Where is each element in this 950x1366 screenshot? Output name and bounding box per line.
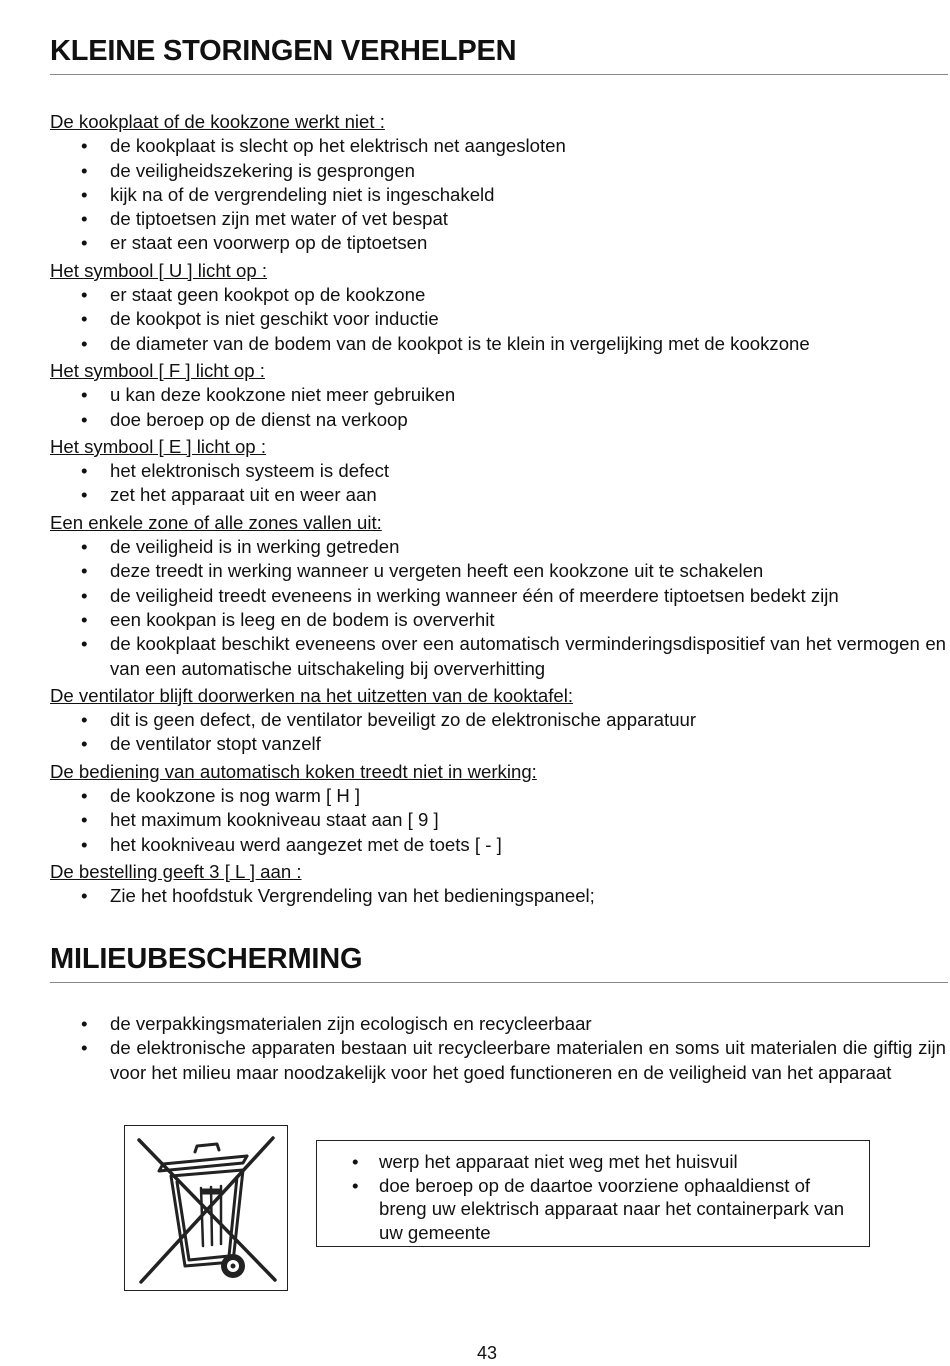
- subheading: Het symbool [ E ] licht op :: [50, 435, 266, 457]
- list-item: • de ventilator stopt vanzelf: [50, 732, 946, 756]
- bullet-list: [50, 784, 946, 857]
- subheading: De ventilator blijft doorwerken na het uitzetten van de kooktafel:: [50, 684, 573, 706]
- list-item: • de elektronische apparaten bestaan uit recycleerbare materialen en soms uit materialen die giftig zijn voor het milieu maar noodzakelijk voor het goed functioneren en de veiligheid van het apparaat: [50, 1036, 946, 1085]
- list-item: • de veiligheid treedt eveneens in werking wanneer één of meerdere tiptoetsen bedekt zijn: [50, 584, 946, 608]
- list-item: • er staat een voorwerp op de tiptoetsen: [50, 231, 946, 255]
- list-item: • de kookpot is niet geschikt voor inductie: [50, 307, 946, 331]
- bullet-list: [50, 708, 946, 757]
- subheading: De kookplaat of de kookzone werkt niet :: [50, 111, 385, 132]
- list-item: • het elektronisch systeem is defect: [50, 459, 946, 483]
- disposal-list: [317, 1150, 869, 1244]
- bullet-list: [50, 383, 946, 432]
- troubleshooting-list: [50, 108, 946, 912]
- list-item: • het maximum kookniveau staat aan [ 9 ]: [50, 808, 946, 832]
- bullet-list: [50, 283, 946, 356]
- list-item: • deze treedt in werking wanneer u vergeten heeft een kookzone uit te schakelen: [50, 559, 946, 583]
- list-item: • de kookplaat is slecht op het elektrisch net aangesloten: [50, 134, 946, 158]
- list-item: • er staat geen kookpot op de kookzone: [50, 283, 946, 307]
- bullet-list: [50, 459, 946, 508]
- bullet-list: [50, 134, 946, 255]
- list-item: • de kookplaat beschikt eveneens over een automatisch verminderingsdispositief van het vermogen en van een automatische uitschakeling bij oververhitting: [50, 632, 946, 681]
- list-item: • de kookzone is nog warm [ H ]: [50, 784, 946, 808]
- list-item: • de verpakkingsmaterialen zijn ecologisch en recycleerbaar: [50, 1012, 946, 1036]
- environment-section: [50, 1012, 946, 1088]
- list-item: • het kookniveau werd aangezet met de toets [ - ]: [50, 833, 946, 857]
- list-item: • dit is geen defect, de ventilator beveiligt zo de elektronische apparatuur: [50, 708, 946, 732]
- page-number: 43: [476, 1343, 498, 1363]
- list-item: • doe beroep op de daartoe voorziene ophaaldienst of breng uw elektrisch apparaat naar het containerpark van uw gemeente: [317, 1174, 869, 1245]
- list-item: • de veiligheidszekering is gesprongen: [50, 159, 946, 183]
- list-item: • kijk na of de vergrendeling niet is ingeschakeld: [50, 183, 946, 207]
- list-item: • een kookpan is leeg en de bodem is oververhit: [50, 608, 946, 632]
- section-title-troubleshooting: KLEINE STORINGEN VERHELPEN: [50, 36, 948, 75]
- environment-list: [50, 1012, 946, 1085]
- subheading: De bediening van automatisch koken treedt niet in werking:: [50, 760, 537, 782]
- list-item: • de diameter van de bodem van de kookpot is te klein in vergelijking met de kookzone: [50, 332, 946, 356]
- subheading: De bestelling geeft 3 [ L ] aan :: [50, 860, 302, 882]
- section-title-environment: MILIEUBESCHERMING: [50, 944, 948, 983]
- subheading: Het symbool [ U ] licht op :: [50, 259, 268, 281]
- bullet-list: [50, 535, 946, 681]
- bullet-list: [50, 884, 946, 908]
- list-item: • de veiligheid is in werking getreden: [50, 535, 946, 559]
- list-item: • Zie het hoofdstuk Vergrendeling van het bedieningspaneel;: [50, 884, 946, 908]
- subheading: Een enkele zone of alle zones vallen uit:: [50, 511, 382, 533]
- list-item: • zet het apparaat uit en weer aan: [50, 483, 946, 507]
- subheading: Het symbool [ F ] licht op :: [50, 359, 265, 381]
- disposal-instructions-box: [316, 1140, 870, 1247]
- crossed-out-wheelie-bin-icon: [124, 1125, 288, 1291]
- list-item: • werp het apparaat niet weg met het huisvuil: [317, 1150, 869, 1174]
- list-item: • u kan deze kookzone niet meer gebruiken: [50, 383, 946, 407]
- list-item: • doe beroep op de dienst na verkoop: [50, 408, 946, 432]
- list-item: • de tiptoetsen zijn met water of vet bespat: [50, 207, 946, 231]
